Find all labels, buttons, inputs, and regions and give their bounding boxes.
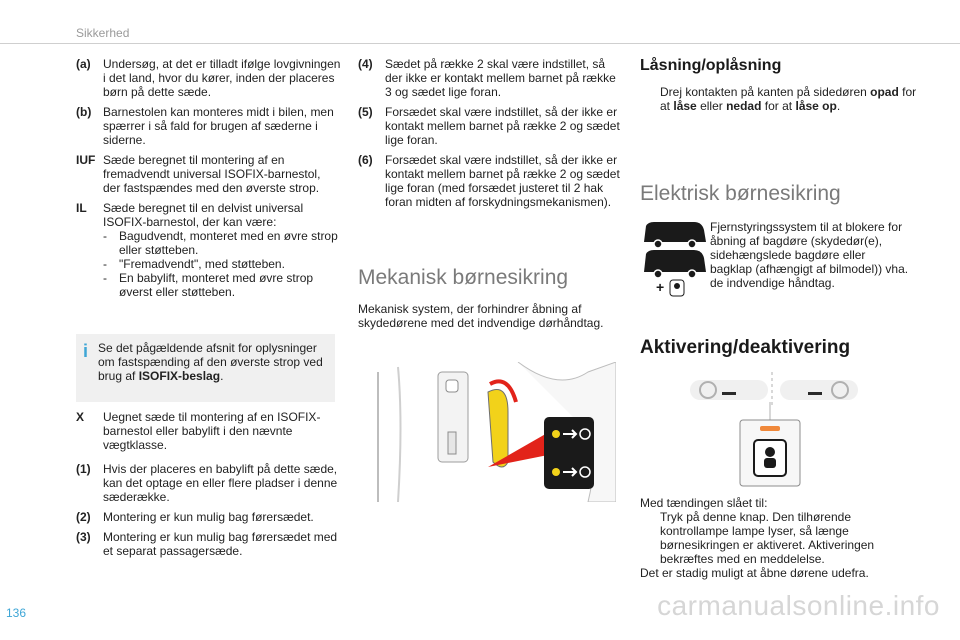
header-title: Sikkerhed [76,26,130,40]
sub-item: - "Fremadvendt", med støtteben. [103,257,285,271]
elec-title: Elektrisk børnesikring [640,182,841,205]
sub-item: - Bagudvendt, monteret med en øvre strop eller støtteben. [103,229,338,257]
mech-text: Mekanisk system, der forhindrer åbning af skydedørene med det indvendige dørhåndtag. [358,302,604,330]
page-number: 136 [6,606,27,620]
watermark: carmanualsonline.info [657,590,940,621]
item-text: Barnestolen kan monteres midt i bilen, men spærrer i så fald for brugen af sæderne i siderne. [103,105,334,147]
elec-text: Fjernstyringssystem til at blokere for åbning af bagdøre (skydedør(e), sidehængslede bagdøre eller bagklap (afhængigt af bilmodel)) vha. de indvendige håndtag. [710,220,909,290]
dashboard-illustration [690,368,880,488]
list-item [76,201,341,299]
item-text: Sæde beregnet til en delvist universal ISOFIX-barnestol, der kan være: [103,201,304,229]
note-item: (3) Montering er kun mulig bag førersædet med et separat passagersæde. [76,530,338,558]
list-item [76,410,341,452]
mech-title: Mekanisk børnesikring [358,266,569,289]
lock-title: Låsning/oplåsning [640,57,782,74]
info-bold: ISOFIX-beslag [138,369,221,383]
note-item: (6) Forsædet skal være indstillet, så der ikke er kontakt mellem barnet på række 2 og sædet lige foran (med forsædet justeret til 2 hak foran midten af forskydningsmekanismen). [358,153,620,209]
note-item: (2) Montering er kun mulig bag førersædet. [76,510,314,524]
list-item [76,153,341,195]
list-item [76,105,341,147]
indicator-lamp [760,426,780,431]
info-text: Se det pågældende afsnit for oplysninger om fastspænding af den øverste strop ved brug af [98,341,323,383]
column-left [76,57,341,305]
note-item: (4) Sædet på række 2 skal være indstillet, så der ikke er kontakt mellem barnet på række 3 og sædet lige foran. [358,57,616,99]
control-panel [544,417,594,489]
van-icon [644,222,706,248]
lock-text: Drej kontakten på kanten på sidedøren opad for at låse eller nedad for at låse op. [660,85,917,113]
item-label: (a) [76,57,91,71]
item-label: (b) [76,105,92,119]
akt-block: Med tændingen slået til: Tryk på denne knap. Den tilhørende kontrollampe lampe lyser, så længe børnesikringen er aktiveret. Aktiveringen bekræftes med en meddelelse. Det er stadig muligt at åbne dørene udefra. [640,496,875,580]
door-illustration [358,362,616,502]
item-text: Uegnet sæde til montering af en ISOFIX-barnestol eller babylift i den nævnte vægtklasse. [103,410,321,452]
info-box: i Se det pågældende afsnit for oplysninger om fastspænding af den øverste strop ved brug af ISOFIX-beslag. [76,334,335,402]
item-text: Undersøg, at det er tilladt ifølge lovgivningen i det land, hvor du kører, inden der placeres børn på dette sæde. [103,57,341,99]
van-long-icon [644,250,706,278]
sub-item: - En babylift, monteret med øvre strop øverst eller støtteben. [103,271,314,299]
item-label: IUF [76,153,96,167]
item-text: Sæde beregnet til montering af en fremadvendt universal ISOFIX-barnestol, der fastspændes med den øverste strop. [103,153,321,195]
akt-title: Aktivering/deaktivering [640,337,851,358]
svg-text:+: + [656,279,665,295]
note-item: (5) Forsædet skal være indstillet, så der ikke er kontakt mellem barnet på række 2 og sædet lige foran. [358,105,620,147]
column-left-lower [76,410,341,564]
item-label: X [76,410,85,424]
list-item [76,57,341,99]
column-middle [358,57,620,215]
info-icon: i [83,341,89,361]
header-divider [0,43,960,44]
item-label: IL [76,201,87,215]
note-item: (1) Hvis der placeres en babylift på dette sæde, kan det optage en eller flere pladser i denne sæderække. [76,462,338,504]
car-icons [642,218,708,300]
